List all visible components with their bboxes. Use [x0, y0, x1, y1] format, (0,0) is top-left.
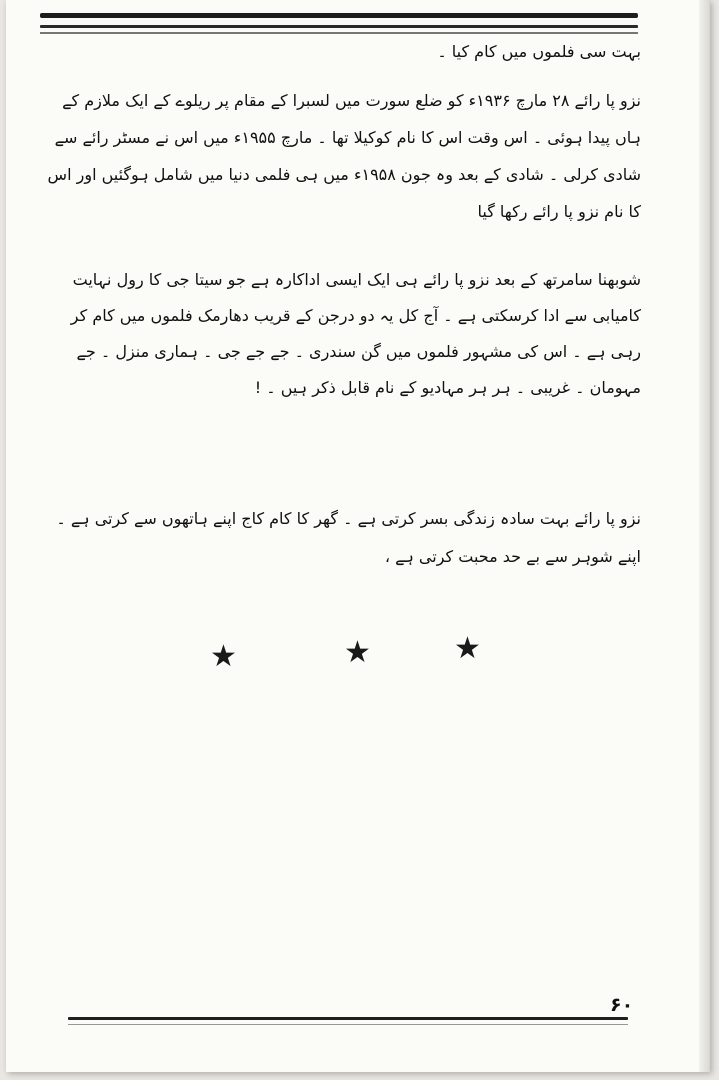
- star-icon: ★: [210, 639, 237, 674]
- paragraph-1-block: [46, 82, 641, 230]
- paragraph-3: نزو پا رائے بہت سادہ زندگی بسر کرتی ہے ۔ گھر کا کام کاج اپنے ہاتھوں سے کرتی ہے ۔ اپنے شوہر سے بے حد محبت کرتی ہے ،: [56, 509, 641, 566]
- paragraph-2: شوبھنا سامرتھ کے بعد نزو پا رائے ہی ایک ایسی اداکارہ ہے جو سیتا جی کا رول نہایت کامیابی سے ادا کرسکتی ہے ۔ آج کل یہ دو درجن کے قریب دھارمک فلموں میں کام کر رہی ہے ۔ اس کی مشہور فلموں میں گن سندری ۔ جے جے جی ۔ ہماری منزل ۔ جے مہومان ۔ غریبی ۔ ہر ہر مہادیو کے نام قابل ذکر ہیں ۔ !: [70, 270, 641, 397]
- section-ornament: [6, 630, 709, 680]
- header-rule-faint: [40, 32, 638, 34]
- paragraph-3-block: [46, 500, 641, 576]
- intro-line: بہت سی فلموں میں کام کیا ۔: [437, 42, 641, 61]
- star-icon: ★: [344, 635, 371, 670]
- footer-rule: [68, 1017, 628, 1020]
- header-rule-thick: [40, 13, 638, 18]
- paragraph-1: نزو پا رائے ۲۸ مارچ ۱۹۳۶ء کو ضلع سورت میں لسبرا کے مقام پر ریلوے کے ایک ملازم کے ہاں پیدا ہوئی ۔ اس وقت اس کا نام کوکیلا تھا ۔ مارچ ۱۹۵۵ء میں اس نے مسٹر رائے سے شادی کرلی ۔ شادی کے بعد وہ جون ۱۹۵۸ء میں ہی فلمی دنیا میں شامل ہوگئیں اور اس کا نام نزو پا رائے رکھا گیا: [47, 91, 641, 221]
- star-icon: ★: [454, 631, 481, 666]
- intro-line-block: [46, 42, 641, 61]
- header-rule-thin: [40, 25, 638, 28]
- footer-rule-faint: [68, 1024, 628, 1025]
- book-page: [6, 0, 710, 1072]
- page-number: ۶۰: [610, 994, 634, 1016]
- paragraph-2-block: [46, 262, 641, 406]
- page-edge-shadow: [699, 0, 709, 1072]
